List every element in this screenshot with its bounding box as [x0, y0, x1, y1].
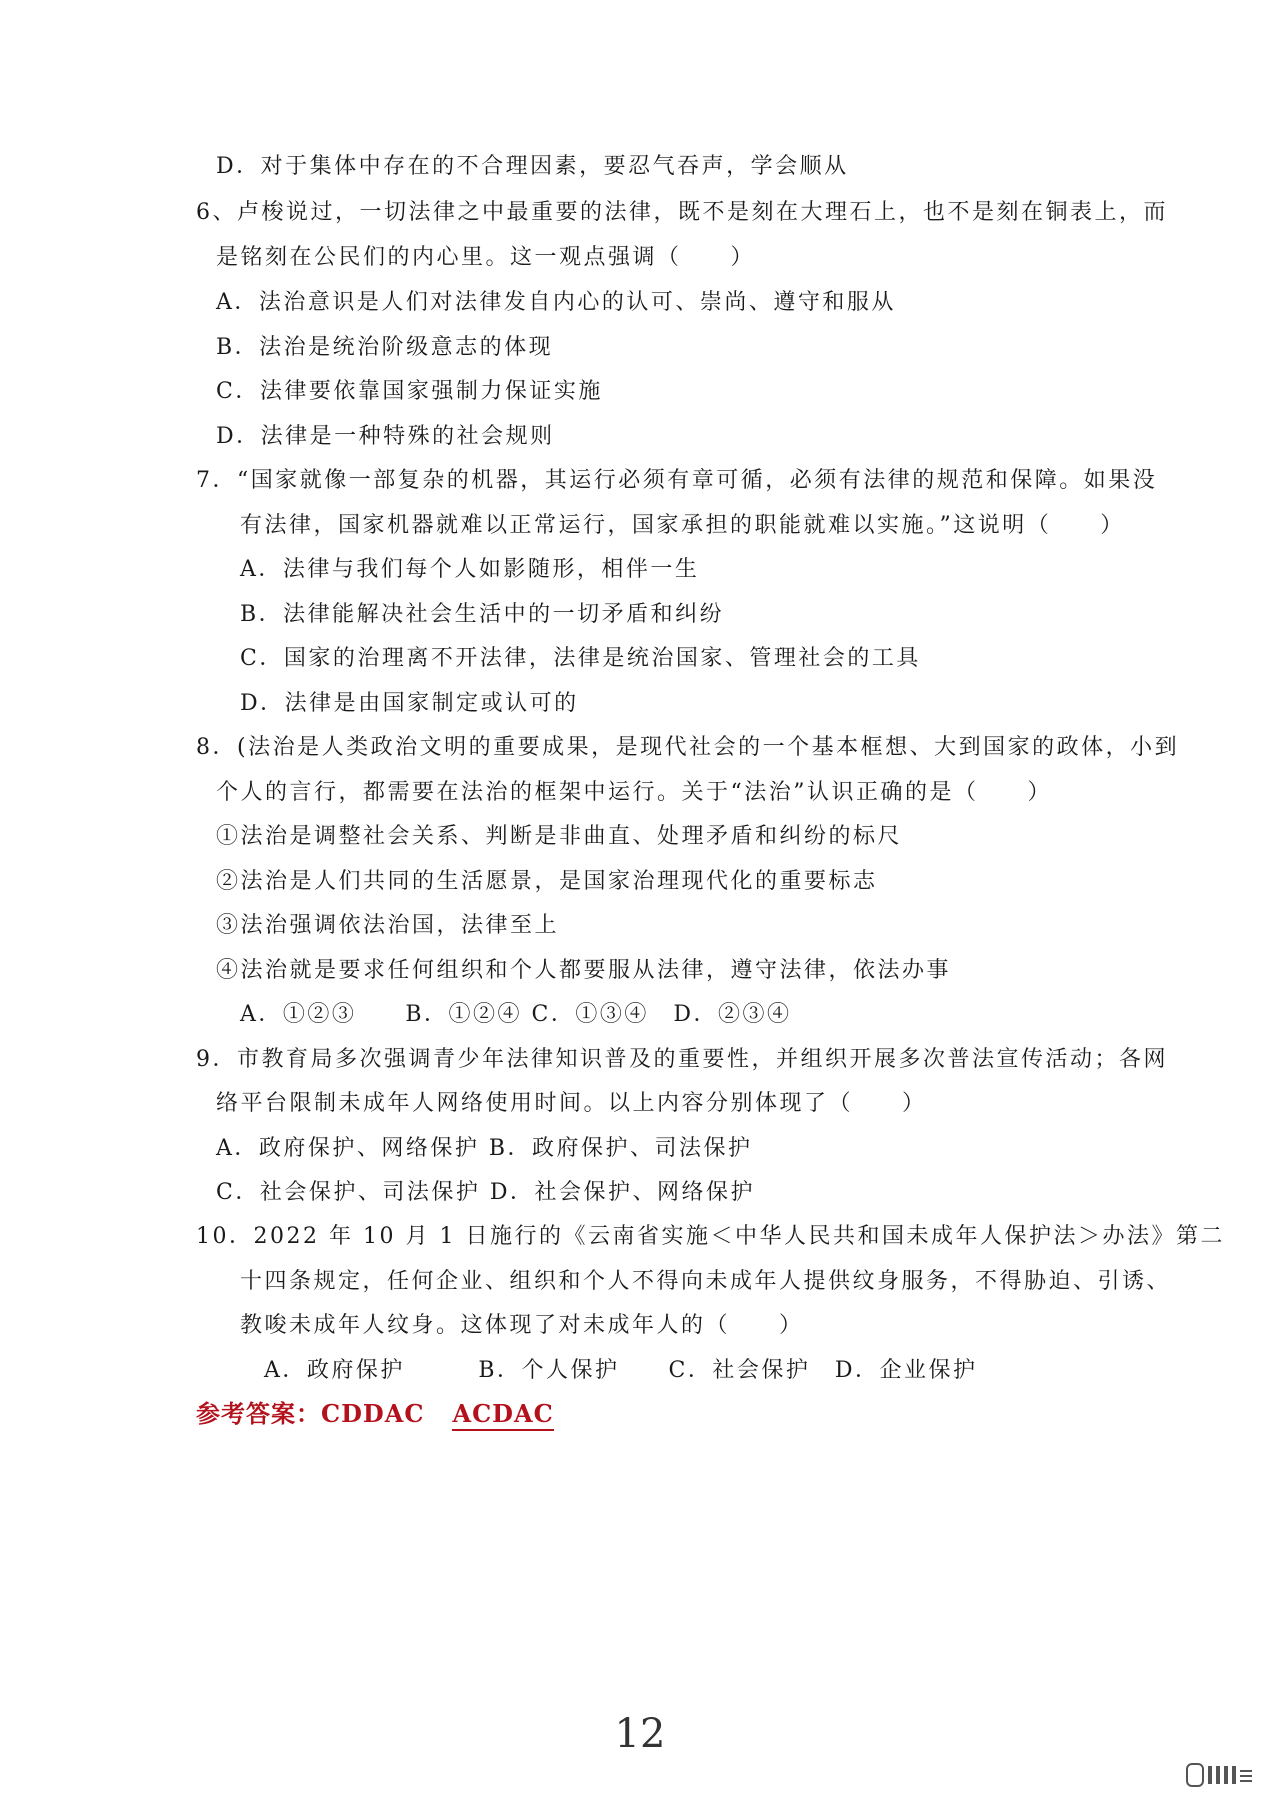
option-7d: D．法律是由国家制定或认可的 [240, 691, 579, 716]
statement-8-1: ①法治是调整社会关系、判断是非曲直、处理矛盾和纠纷的标尺 [216, 824, 903, 849]
option-5d: D．对于集体中存在的不合理因素，要忍气吞声，学会顺从 [216, 154, 849, 179]
options-9-cd: C．社会保护、司法保护 D．社会保护、网络保护 [216, 1180, 755, 1205]
question-10-line-3: 教唆未成年人纹身。这体现了对未成年人的（ ） [240, 1313, 804, 1338]
option-7a: A．法律与我们每个人如影随形，相伴一生 [240, 557, 700, 582]
option-7b: B．法律能解决社会生活中的一切矛盾和纠纷 [240, 602, 725, 627]
question-10-line-1: 10．2022 年 10 月 1 日施行的《云南省实施＜中华人民共和国未成年人保护法＞办法》第二 [196, 1224, 1225, 1249]
statement-8-3: ③法治强调依法治国，法律至上 [216, 913, 560, 938]
question-7-line-1: 7．“国家就像一部复杂的机器，其运行必须有章可循，必须有法律的规范和保障。如果没 [196, 468, 1158, 493]
question-6-line-1: 6、卢梭说过，一切法律之中最重要的法律，既不是刻在大理石上，也不是刻在铜表上，而 [196, 200, 1169, 225]
option-6c: C．法律要依靠国家强制力保证实施 [216, 379, 603, 404]
statement-8-2: ②法治是人们共同的生活愿景，是国家治理现代化的重要标志 [216, 869, 878, 894]
answer-key [196, 1398, 554, 1430]
options-10: A．政府保护 B．个人保护 C．社会保护 D．企业保护 [264, 1358, 978, 1383]
options-9-ab: A．政府保护、网络保护 B．政府保护、司法保护 [216, 1136, 753, 1161]
page-number: 12 [614, 1711, 666, 1757]
question-8-line-1: 8．(法治是人类政治文明的重要成果，是现代社会的一个基本框想、大到国家的政体，小到 [196, 735, 1180, 760]
watermark-logo-icon [1186, 1760, 1254, 1790]
statement-8-4: ④法治就是要求任何组织和个人都要服从法律，遵守法律，依法办事 [216, 958, 952, 983]
option-6b: B．法治是统治阶级意志的体现 [216, 335, 554, 360]
question-7-line-2: 有法律，国家机器就难以正常运行，国家承担的职能就难以实施。”这说明（ ） [240, 513, 1125, 538]
answer-key-label: 参考答案：CDDAC [196, 1399, 425, 1428]
options-8: A．①②③ B．①②④ C．①③④ D．②③④ [240, 1002, 792, 1027]
question-6-line-2: 是铭刻在公民们的内心里。这一观点强调（ ） [216, 245, 756, 270]
option-6a: A．法治意识是人们对法律发自内心的认可、崇尚、遵守和服从 [216, 290, 896, 315]
question-8-line-2: 个人的言行，都需要在法治的框架中运行。关于“法治”认识正确的是（ ） [216, 780, 1052, 805]
question-9-line-1: 9．市教育局多次强调青少年法律知识普及的重要性，并组织开展多次普法宣传活动；各网 [196, 1047, 1169, 1072]
question-10-line-2: 十四条规定，任何企业、组织和个人不得向未成年人提供纹身服务，不得胁迫、引诱、 [240, 1269, 1172, 1294]
option-7c: C．国家的治理离不开法律，法律是统治国家、管理社会的工具 [240, 646, 921, 671]
answer-key-part2: ACDAC [452, 1399, 553, 1431]
option-6d: D．法律是一种特殊的社会规则 [216, 424, 555, 449]
question-9-line-2: 络平台限制未成年人网络使用时间。以上内容分别体现了（ ） [216, 1091, 927, 1116]
